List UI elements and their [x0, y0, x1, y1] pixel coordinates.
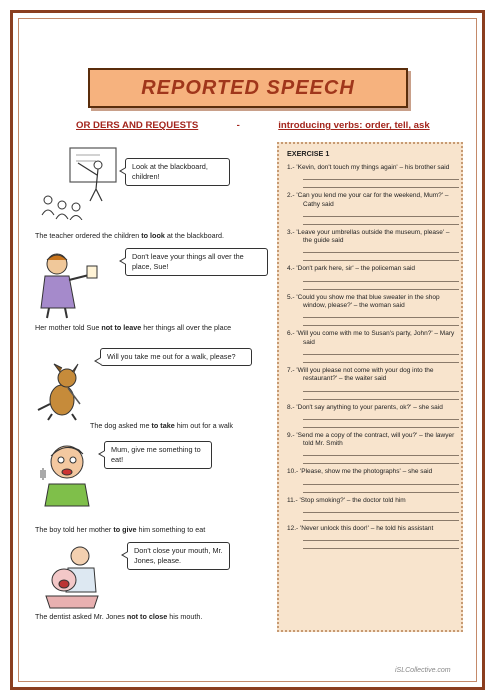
example-quote: Don't leave your things all over the place, Sue!	[132, 252, 244, 271]
exercise-item	[287, 164, 459, 188]
answer-line[interactable]	[303, 392, 459, 400]
answer-line[interactable]	[303, 505, 459, 513]
exercise-prompt: 9.- 'Send me a copy of the contract, will you?' – the lawyer told Mr. Smith	[287, 431, 455, 448]
answer-line[interactable]	[303, 541, 459, 549]
speech-bubble	[125, 248, 268, 276]
example-quote: Look at the blackboard, children!	[132, 162, 208, 181]
page-title: REPORTED SPEECH	[141, 76, 355, 99]
answer-line[interactable]	[303, 274, 459, 282]
title-banner	[88, 68, 408, 108]
example-quote: Don't close your mouth, Mr. Jones, please.	[134, 546, 223, 565]
exercise-prompt: 3.- 'Leave your umbrellas outside the museum, please' – the guide said	[287, 228, 450, 245]
answer-line[interactable]	[303, 533, 459, 541]
exercise-title: EXERCISE 1	[287, 149, 330, 158]
teacher-illustration	[40, 145, 118, 220]
answer-line[interactable]	[303, 245, 459, 253]
answer-line[interactable]	[303, 448, 459, 456]
example-quote: Will you take me out for a walk, please?	[107, 352, 236, 361]
answer-line[interactable]	[303, 172, 459, 180]
mother-illustration	[35, 250, 100, 320]
answer-line[interactable]	[303, 420, 459, 428]
answer-line[interactable]	[303, 318, 459, 326]
exercise-item	[287, 229, 459, 262]
exercise-item	[287, 330, 459, 363]
answer-line[interactable]	[303, 209, 459, 217]
subtitle-dash: -	[236, 120, 240, 131]
answer-line[interactable]	[303, 310, 459, 318]
exercise-item	[287, 192, 459, 225]
speech-bubble	[100, 348, 252, 366]
answer-line[interactable]	[303, 282, 459, 290]
exercise-prompt: 4.- 'Don't park here, sir' – the policeman said	[287, 265, 416, 273]
speech-bubble	[104, 441, 212, 469]
example-report: The boy told her mother to give him something to eat	[35, 525, 206, 534]
exercise-prompt: 2.- 'Can you lend me your car for the weekend, Mum?' – Cathy said	[287, 192, 449, 208]
answer-line[interactable]	[303, 513, 459, 521]
dentist-illustration	[38, 544, 108, 610]
exercise-item	[287, 432, 459, 465]
exercise-list	[287, 164, 459, 553]
answer-line[interactable]	[303, 477, 459, 485]
answer-line[interactable]	[303, 485, 459, 493]
exercise-item	[287, 525, 459, 549]
exercise-item	[287, 468, 459, 492]
answer-line[interactable]	[303, 456, 459, 464]
answer-line[interactable]	[303, 347, 459, 355]
exercise-prompt: 5.- 'Could you show me that blue sweater in the shop window, please?' – the woman said	[287, 293, 440, 310]
exercise-prompt: 8.- 'Don't say anything to your parents, ok?' – she said	[287, 403, 443, 411]
example-report: The dentist asked Mr. Jones not to close his mouth.	[35, 612, 203, 621]
exercise-prompt: 10.- 'Please, show me the photographs' – she said	[287, 468, 433, 476]
subtitle-verbs: introducing verbs: order, tell, ask	[278, 120, 430, 131]
speech-bubble	[125, 158, 230, 186]
dog-illustration	[32, 360, 92, 422]
boy-illustration	[35, 440, 100, 508]
exercise-prompt: 11.- 'Stop smoking?' – the doctor told him	[287, 496, 406, 504]
exercise-prompt: 7.- 'Will you please not come with your dog into the restaurant?' – the waiter said	[287, 366, 434, 383]
answer-line[interactable]	[303, 180, 459, 188]
example-report: The dog asked me to take him out for a walk	[90, 421, 234, 430]
answer-line[interactable]	[303, 253, 459, 261]
section-subtitle	[76, 120, 456, 131]
answer-line[interactable]	[303, 412, 459, 420]
exercise-item	[287, 404, 459, 428]
exercise-prompt: 6.- 'Will you come with me to Susan's party, John?' – Mary said	[287, 330, 455, 346]
example-quote: Mum, give me something to eat!	[111, 445, 201, 464]
exercise-item	[287, 265, 459, 289]
exercise-prompt: 1.- 'Kevin, don't touch my things again' – his brother said	[287, 164, 450, 171]
example-report: Her mother told Sue not to leave her things all over the place	[35, 323, 232, 332]
answer-line[interactable]	[303, 355, 459, 363]
speech-bubble	[127, 542, 230, 570]
example-report: The teacher ordered the children to look at the blackboard.	[35, 231, 224, 240]
answer-line[interactable]	[303, 384, 459, 392]
exercise-box	[277, 142, 463, 632]
subtitle-topic: OR DERS AND REQUESTS	[76, 120, 199, 131]
footer-watermark: iSLCollective.com	[395, 667, 451, 674]
exercise-item	[287, 497, 459, 521]
exercise-item	[287, 294, 459, 327]
exercise-prompt: 12.- 'Never unlock this door!' – he told his assistant	[287, 525, 434, 533]
exercise-item	[287, 367, 459, 400]
answer-line[interactable]	[303, 217, 459, 225]
